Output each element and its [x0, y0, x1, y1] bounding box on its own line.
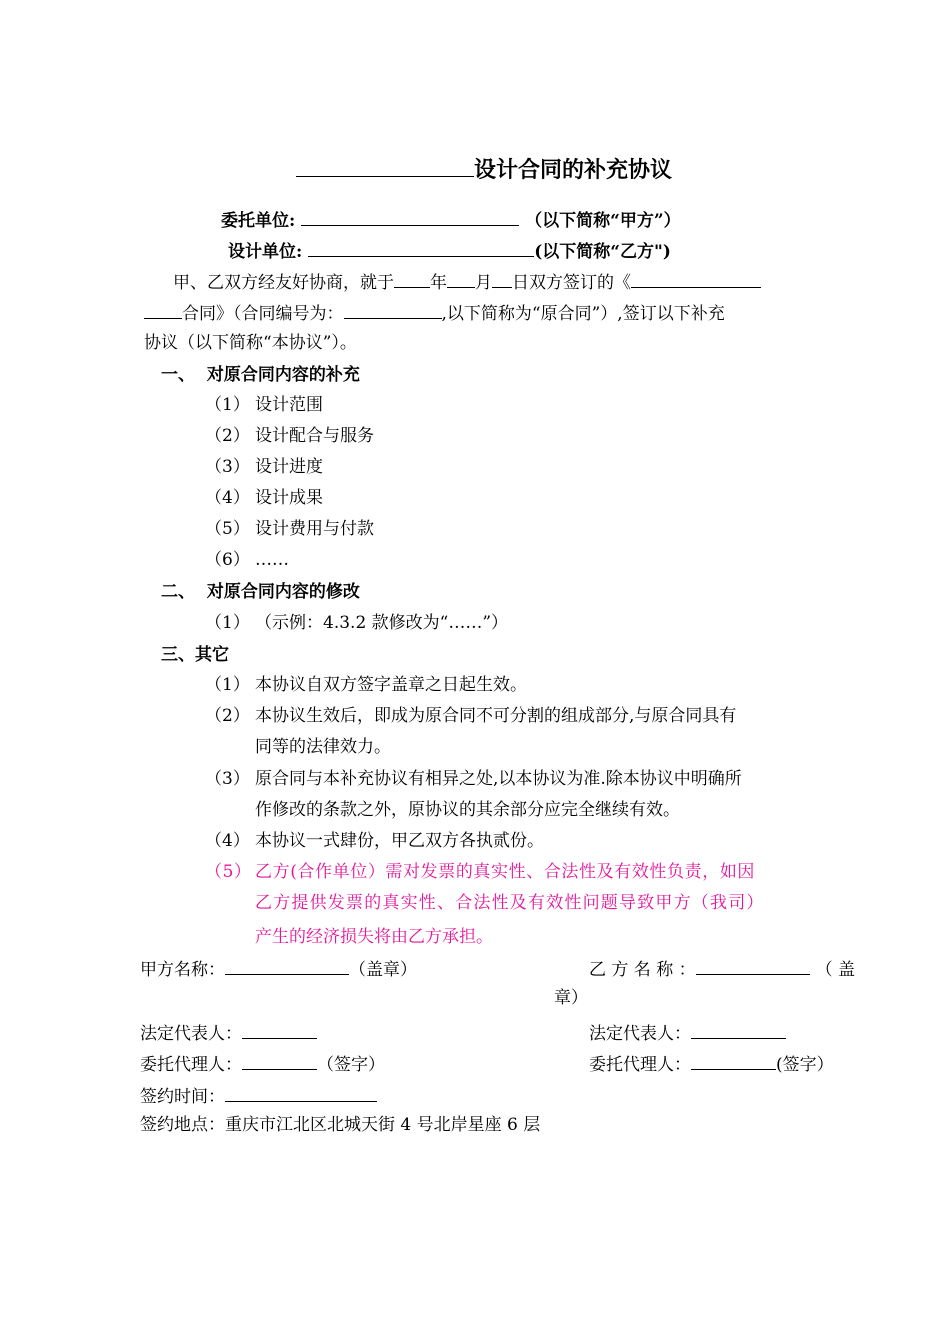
intro-line-3: [144, 332, 357, 354]
legal-rep-a-line: 法定代表人：: [140, 1020, 317, 1045]
designer-blank[interactable]: [308, 238, 534, 257]
section2-heading: 二、 对原合同内容的修改: [161, 582, 360, 602]
signing-place: 签约地点：重庆市江北区北城天街 4 号北岸星座 6 层: [140, 1115, 541, 1135]
agent-b-line: 委托代理人： (签字）: [589, 1051, 834, 1076]
party-a-name-line: 甲方名称： （盖章）: [140, 956, 417, 981]
party-b-name-line: 乙 方 名 称 ： （ 盖: [589, 956, 855, 981]
client-line: [221, 207, 681, 232]
client-note: （以下简称“甲方”）: [525, 211, 681, 231]
day-signed-label: 日双方签订的《: [512, 273, 631, 293]
list-item: （3） 设计进度: [205, 457, 323, 477]
client-blank[interactable]: [301, 207, 519, 226]
client-label: 委托单位:: [221, 211, 296, 231]
day-blank[interactable]: [492, 269, 512, 288]
legal-rep-b-field[interactable]: [691, 1020, 786, 1039]
party-b-seal-continuation: 章）: [554, 988, 588, 1008]
list-item-highlight-continuation: 乙方提供发票的真实性、合法性及有效性问题导致甲方（我司）: [255, 893, 765, 913]
document-title: [296, 152, 672, 187]
list-item: （1） （示例：4.3.2 款修改为“……”）: [205, 613, 509, 633]
section3-heading: 三、其它: [161, 645, 229, 665]
list-item: （2） 设计配合与服务: [205, 426, 374, 446]
contract-name-blank[interactable]: [631, 269, 761, 288]
list-item: （1） 设计范围: [205, 395, 323, 415]
month-label: 月: [475, 273, 492, 293]
designer-label: 设计单位:: [228, 242, 303, 262]
section1-heading: 一、 对原合同内容的补充: [161, 365, 360, 385]
agent-a-field[interactable]: [242, 1051, 317, 1070]
signing-time-field[interactable]: [225, 1083, 377, 1102]
intro-text-2: ,以下简称为“原合同”）,签订以下补充: [441, 304, 725, 324]
list-item: （4） 本协议一式肆份，甲乙双方各执贰份。: [205, 831, 544, 851]
agent-a-line: 委托代理人： （签字）: [140, 1051, 385, 1076]
agent-b-field[interactable]: [691, 1051, 776, 1070]
contract-number-blank[interactable]: [344, 300, 442, 319]
intro-line-2: [144, 300, 725, 325]
year-blank[interactable]: [394, 269, 430, 288]
legal-rep-a-field[interactable]: [242, 1020, 317, 1039]
list-item: （1） 本协议自双方签字盖章之日起生效。: [205, 675, 527, 695]
designer-note: (以下简称“乙方"): [534, 242, 671, 262]
list-item: （5） 设计费用与付款: [205, 519, 374, 539]
list-item: （2） 本协议生效后，即成为原合同不可分割的组成部分,与原合同具有: [205, 706, 737, 726]
list-item-continuation: 同等的法律效力。: [255, 737, 391, 757]
title-blank[interactable]: [296, 152, 474, 177]
list-item-highlight-continuation: 产生的经济损失将由乙方承担。: [255, 927, 493, 947]
list-item-highlight: （5） 乙方(合作单位）需对发票的真实性、合法性及有效性负责，如因: [205, 862, 756, 882]
list-item: （4） 设计成果: [205, 488, 323, 508]
list-item-continuation: 作修改的条款之外，原协议的其余部分应完全继续有效。: [255, 800, 680, 820]
party-b-name-field[interactable]: [696, 956, 810, 975]
contract-name-blank-2[interactable]: [144, 300, 182, 319]
intro-line-1: [173, 269, 761, 294]
list-item: （6） ……: [205, 550, 289, 570]
title-text: 设计合同的补充协议: [474, 158, 673, 183]
month-blank[interactable]: [447, 269, 475, 288]
intro-text: 甲、乙双方经友好协商，就于: [173, 273, 394, 293]
signing-time-line: 签约时间：: [140, 1083, 377, 1108]
contract-label: 合同》（合同编号为：: [182, 304, 344, 324]
legal-rep-b-line: 法定代表人：: [589, 1020, 786, 1045]
designer-line: [228, 238, 671, 263]
list-item: （3） 原合同与本补充协议有相异之处,以本协议为准.除本协议中明确所: [205, 769, 742, 789]
intro-text-3: 协议（以下简称“本协议”）。: [144, 333, 357, 353]
year-label: 年: [430, 273, 447, 293]
party-a-name-field[interactable]: [225, 956, 349, 975]
